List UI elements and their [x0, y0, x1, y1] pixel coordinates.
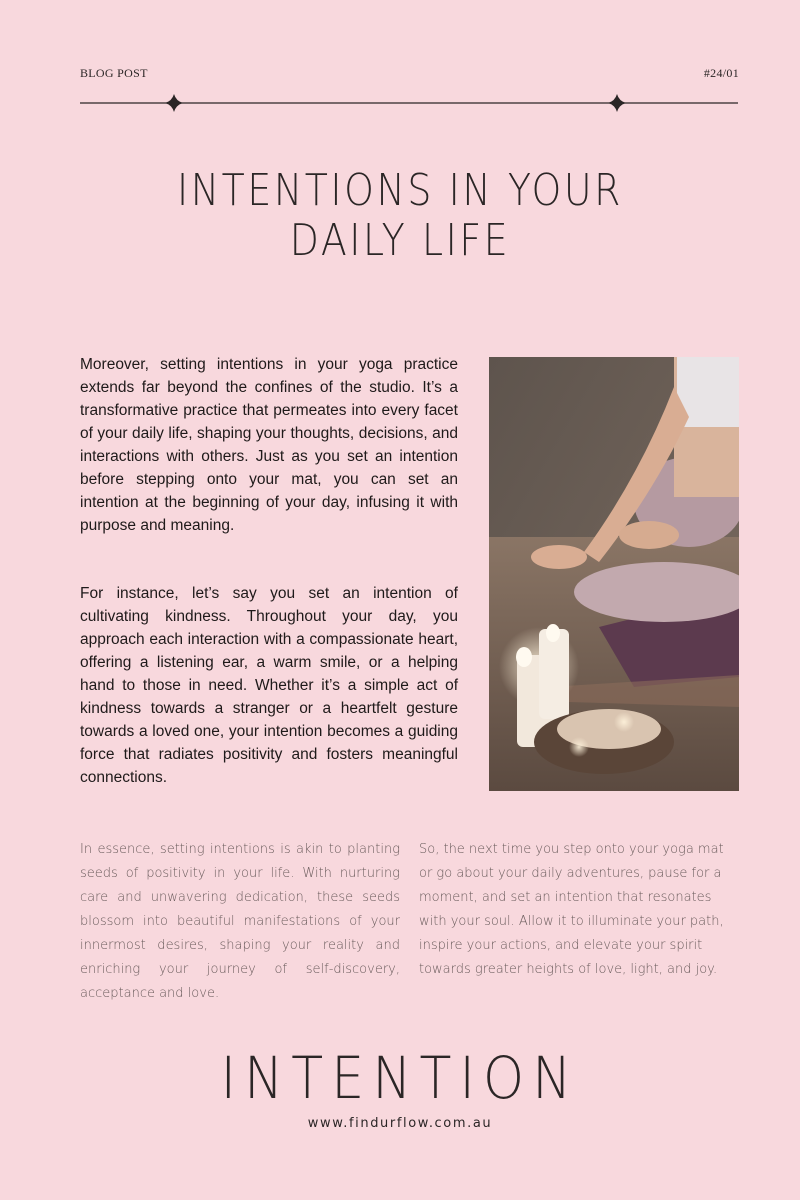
header-divider: [78, 92, 740, 114]
website-link[interactable]: www.findurflow.com.au: [307, 1116, 493, 1131]
yoga-meditation-photo: [489, 357, 739, 791]
column-left-text: In essence, setting intentions is akin to planting seeds of positivity in your life. With nurturing care and unwavering dedication, these seeds blossom into beautiful manifestations of your innermost desires, shaping your reality and enriching your journey of self-discovery, acceptance and love.: [80, 842, 400, 1001]
column-right-text: So, the next time you step onto your yoga mat or go about your daily adventures, pause for a moment, and set an intention that resonates with your soul. Allow it to illuminate your path, inspire your actions, and elevate your spirit towards greater heights of love, light, and joy.: [419, 842, 724, 977]
post-number-label: #24/01: [703, 66, 739, 80]
body-paragraph-1: Moreover, setting intentions in your yoga practice extends far beyond the confines of the studio. It’s a transformative practice that permeates into every facet of your daily life, shaping your thoughts, decisions, and interactions with others. Just as you set an intention before stepping onto your mat, you can set an intention at the beginning of your day, infusing it with purpose and meaning.: [80, 356, 458, 534]
sparkle-left-icon: [165, 94, 183, 112]
page-title: [56, 166, 744, 266]
sparkle-right-icon: [608, 94, 626, 112]
footer-heading: INTENTION: [220, 1044, 580, 1112]
title-line-1: INTENTIONS IN YOUR: [177, 165, 623, 216]
title-line-2: DAILY LIFE: [289, 215, 511, 266]
body-paragraph-2: For instance, let’s say you set an intention of cultivating kindness. Throughout your day, you approach each interaction with a compassionate heart, offering a listening ear, a warm smile, or a helping hand to those in need. Whether it’s a simple act of kindness towards a stranger or a heartfelt gesture towards a loved one, your intention becomes a guiding force that radiates positivity and fosters meaningful connections.: [80, 585, 458, 786]
blog-post-label: BLOG POST: [80, 66, 148, 80]
